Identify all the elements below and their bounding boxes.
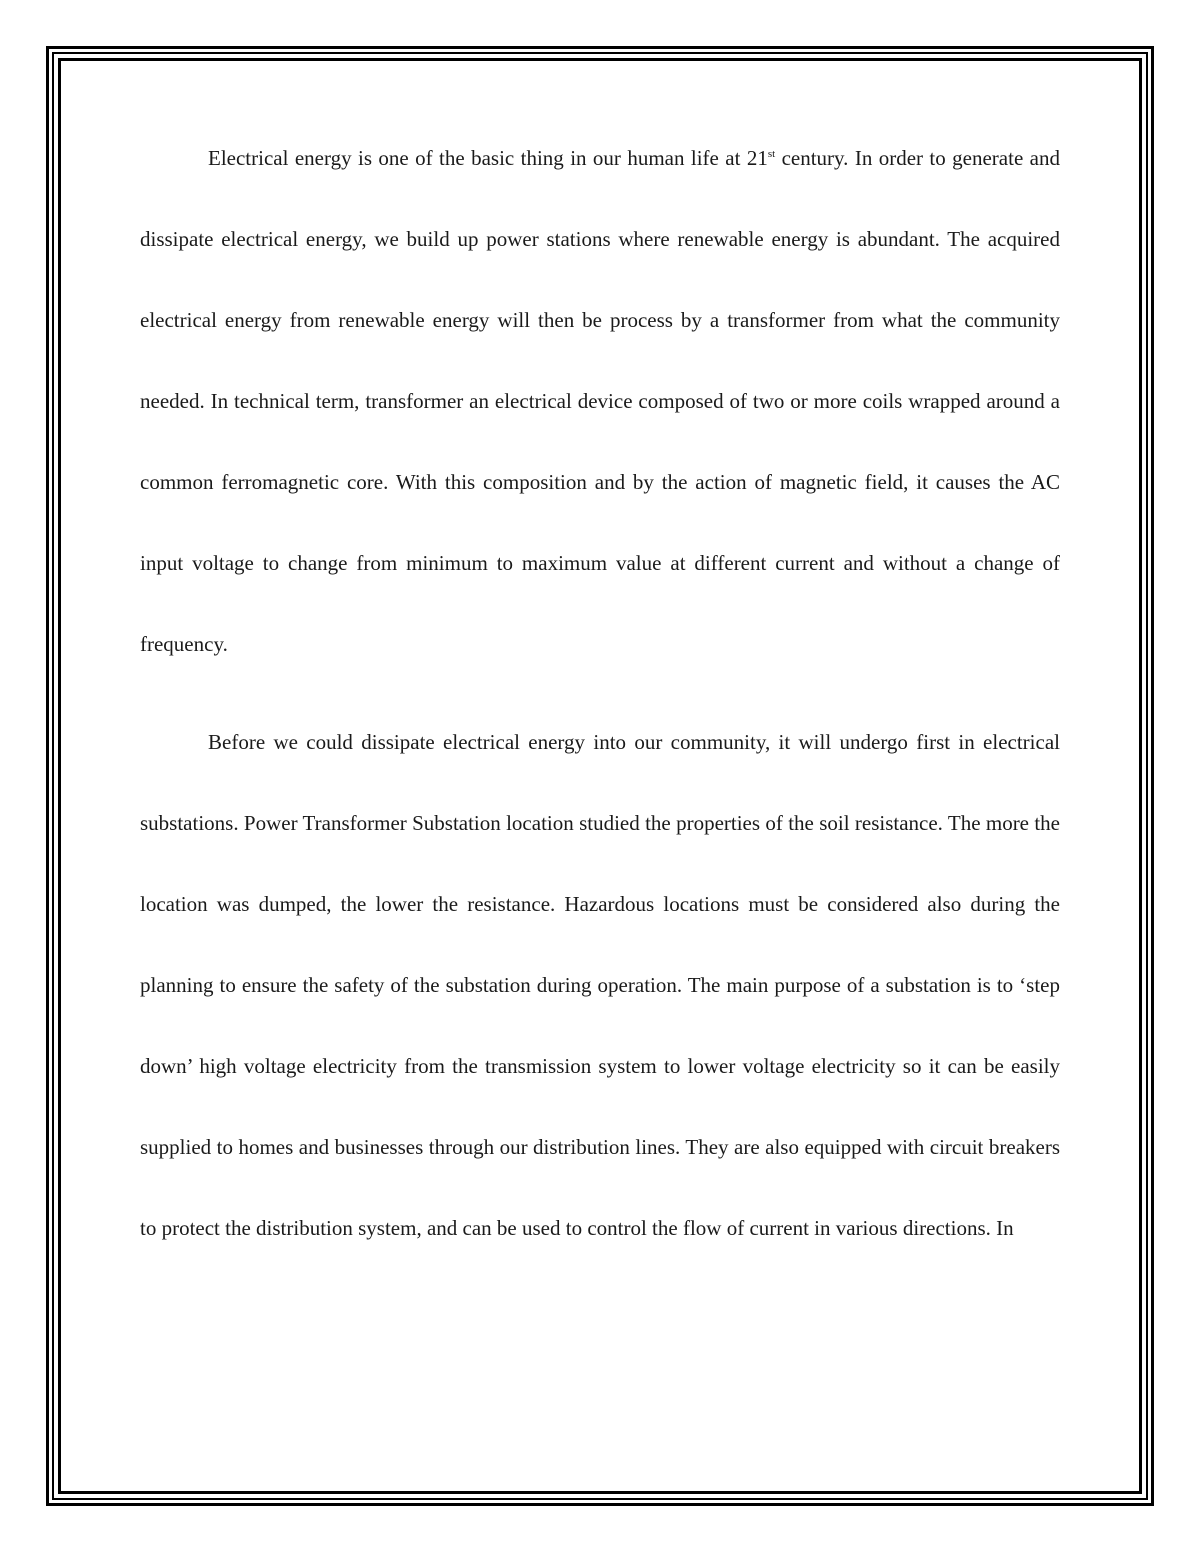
ordinal-superscript: st (767, 148, 776, 160)
paragraph-1-text-end: century. In order to generate and dissipate electrical energy, we build up power stations where renewable energy is abundant. The acquired electrical energy from renewable energy will then be process by a transformer from what the community needed. In technical term, transformer an electrical device composed of two or more coils wrapped around a common ferromagnetic core. With this composition and by the action of magnetic field, it causes the AC input voltage to change from minimum to maximum value at different current and without a change of frequency. (140, 146, 1060, 656)
paragraph-1-text-start: Electrical energy is one of the basic thing in our human life at 21 (208, 146, 768, 170)
document-body (140, 118, 1060, 1269)
paragraph-1 (140, 118, 1060, 685)
paragraph-2: Before we could dissipate electrical energy into our community, it will undergo first in electrical substations. Power Transformer Substation location studied the properties of the soil resistance. The more the location was dumped, the lower the resistance. Hazardous locations must be considered also during the planning to ensure the safety of the substation during operation. The main purpose of a substation is to ‘step down’ high voltage electricity from the transmission system to lower voltage electricity so it can be easily supplied to homes and businesses through our distribution lines. They are also equipped with circuit breakers to protect the distribution system, and can be used to control the flow of current in various directions. In (140, 730, 1060, 1240)
